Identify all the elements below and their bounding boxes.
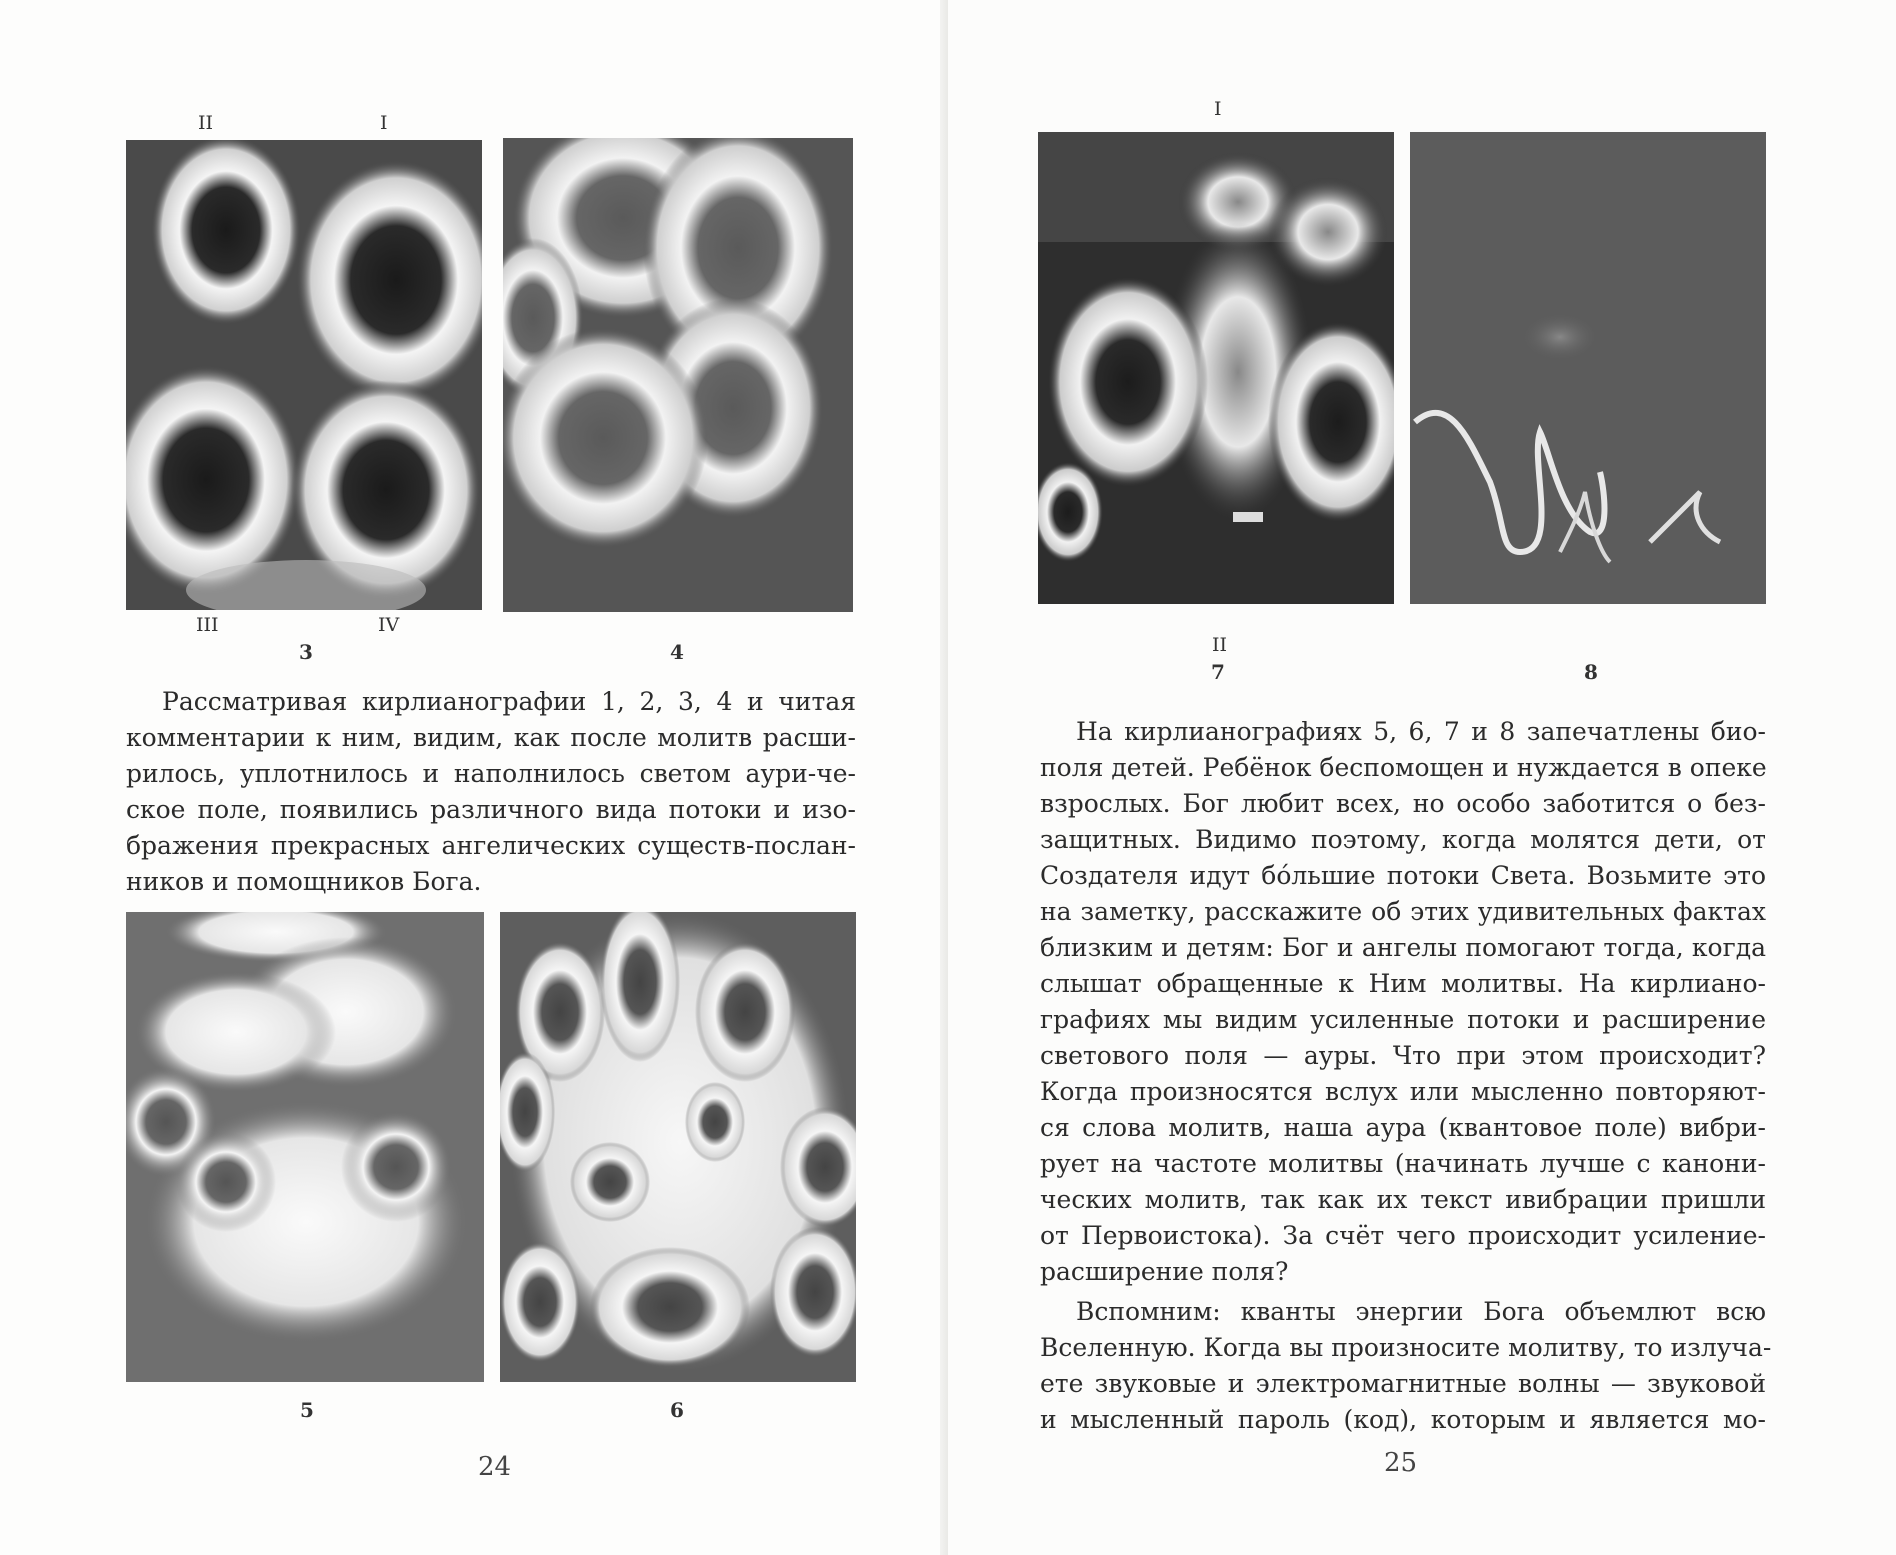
figure-number-6: 6 [670, 1398, 684, 1422]
right-paragraph-1 [1040, 714, 1766, 1290]
roman-label-iv: IV [378, 614, 400, 636]
roman-label-ii: II [1212, 634, 1228, 656]
text-line: слышат обращенные к Ним молитвы. На кирлиано- [1040, 969, 1766, 998]
figure-number-8: 8 [1584, 660, 1598, 684]
kirlian-photo-6 [500, 912, 856, 1382]
text-line: Рассматривая кирлианографии 1, 2, 3, 4 и читая [162, 687, 856, 716]
text-line: графиях мы видим усиленные потоки и расширение [1040, 1005, 1766, 1034]
text-line: от Первоистока). За счёт чего происходит усиление- [1040, 1221, 1766, 1250]
text-line: рует на частоте молитвы (начинать лучше с канони- [1040, 1149, 1766, 1178]
page-number-left: 24 [478, 1452, 512, 1482]
text-line: и мысленный пароль (код), которым и является мо- [1040, 1405, 1766, 1434]
text-line: поля детей. Ребёнок беспомощен и нуждается в опеке [1040, 753, 1767, 782]
text-line: защитных. Видимо поэтому, когда молятся дети, от [1040, 825, 1766, 854]
left-paragraph [126, 684, 856, 900]
kirlian-photo-3 [126, 140, 482, 610]
figure-number-5: 5 [300, 1398, 314, 1422]
kirlian-photo-5 [126, 912, 484, 1382]
text-line: Вселенную. Когда вы произносите молитву, то излуча- [1040, 1333, 1772, 1362]
right-page [948, 0, 1896, 1555]
kirlian-photo-7 [1038, 132, 1394, 604]
kirlian-photo-8 [1410, 132, 1766, 604]
text-line: комментарии к ним, видим, как после молитв расши- [126, 723, 856, 752]
roman-label-i: I [380, 112, 388, 134]
text-line: ское поле, появились различного вида потоки и изо- [126, 795, 856, 824]
text-line: расширение поля? [1040, 1257, 1289, 1286]
roman-label-i: I [1214, 98, 1222, 120]
roman-label-iii: III [196, 614, 219, 636]
text-line: на заметку, расскажите об этих удивительных фактах [1040, 897, 1766, 926]
text-line: светового поля — ауры. Что при этом происходит? [1040, 1041, 1766, 1070]
text-line: бражения прекрасных ангелических существ-послан- [126, 831, 856, 860]
text-line: ников и помощников Бога. [126, 867, 482, 896]
roman-label-ii: II [198, 112, 214, 134]
text-line: взрослых. Бог любит всех, но особо заботится о без- [1040, 789, 1766, 818]
text-line: На кирлианографиях 5, 6, 7 и 8 запечатлены био- [1076, 717, 1766, 746]
text-line: Создателя идут бóльшие потоки Света. Возьмите это [1040, 861, 1766, 890]
text-line: ся слова молитв, наша аура (квантовое поле) вибри- [1040, 1113, 1766, 1142]
page-number-right: 25 [1384, 1448, 1418, 1478]
kirlian-photo-4 [503, 138, 853, 612]
text-line: Когда произносятся вслух или мысленно повторяют- [1040, 1077, 1766, 1106]
figure-number-7: 7 [1211, 660, 1225, 684]
figure-number-3: 3 [299, 640, 313, 664]
right-paragraph-2 [1040, 1294, 1772, 1438]
text-line: ческих молитв, так как их текст ивибрации пришли [1040, 1185, 1766, 1214]
figure-number-4: 4 [670, 640, 684, 664]
text-line: близким и детям: Бог и ангелы помогают тогда, когда [1040, 933, 1766, 962]
text-line: Вспомним: кванты энергии Бога объемлют всю [1076, 1297, 1766, 1326]
text-line: рилось, уплотнилось и наполнилось светом аури-че- [126, 759, 856, 788]
text-line: ете звуковые и электромагнитные волны — звуковой [1040, 1369, 1766, 1398]
